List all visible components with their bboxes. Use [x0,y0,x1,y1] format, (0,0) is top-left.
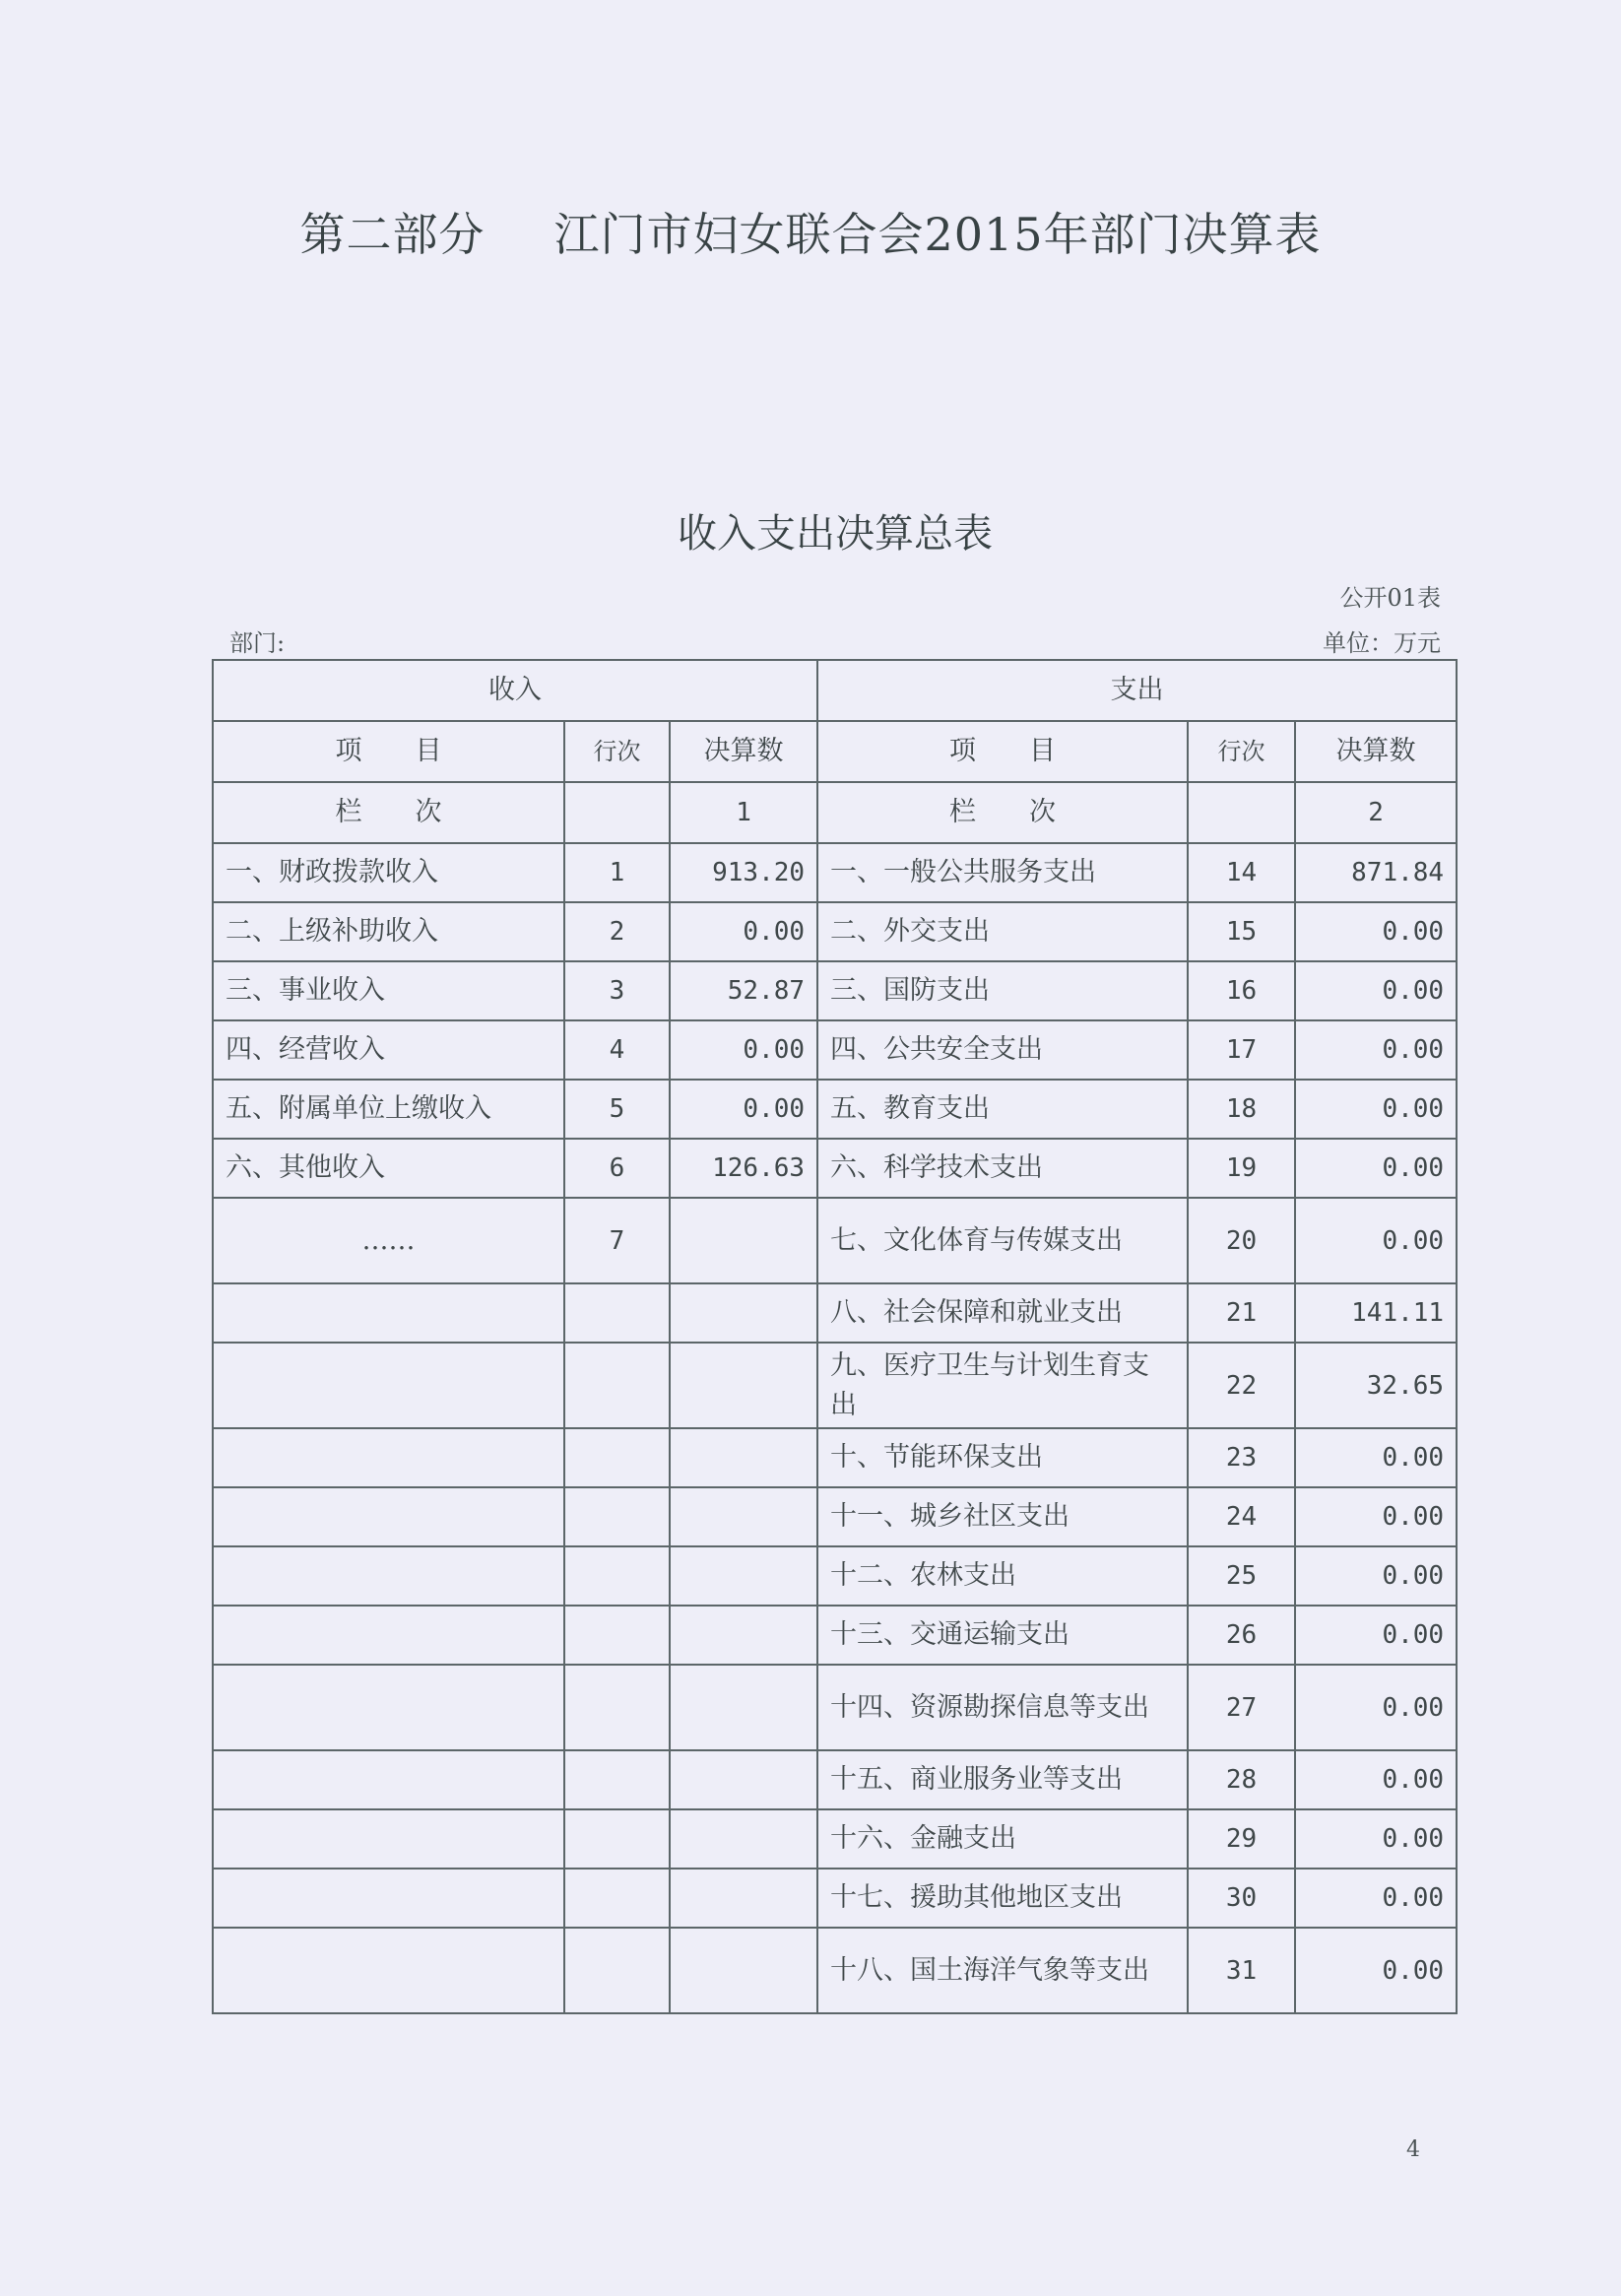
expense-item-cell: 九、医疗卫生与计划生育支出 [817,1343,1188,1428]
expense-amount-cell: 0.00 [1295,1428,1457,1487]
expense-item-cell: 十八、国土海洋气象等支出 [817,1928,1188,2013]
income-index-label: 栏 次 [213,782,564,843]
income-amount-cell: 126.63 [670,1139,817,1198]
income-item-cell: 四、经营收入 [213,1020,564,1080]
expense-line-cell: 29 [1188,1809,1295,1869]
column-index-row [213,782,1457,843]
expense-line-cell: 17 [1188,1020,1295,1080]
income-amount-cell [670,1428,817,1487]
expense-item-cell: 三、国防支出 [817,961,1188,1020]
expense-line-cell: 30 [1188,1869,1295,1928]
income-amount-cell [670,1283,817,1343]
income-item-cell [213,1606,564,1665]
income-amount-cell: 52.87 [670,961,817,1020]
expense-amount-cell: 0.00 [1295,1020,1457,1080]
expense-item-cell: 十三、交通运输支出 [817,1606,1188,1665]
table-row [213,1869,1457,1928]
income-line-cell: 1 [564,843,670,902]
expense-line-cell: 27 [1188,1665,1295,1750]
expense-item-cell: 八、社会保障和就业支出 [817,1283,1188,1343]
form-code: 公开01表 [1339,584,1441,612]
income-amount-cell: 0.00 [670,902,817,961]
income-item-header: 项 目 [213,721,564,782]
income-amount-cell [670,1546,817,1606]
income-index-value: 1 [670,782,817,843]
table-row [213,1139,1457,1198]
income-index-blank [564,782,670,843]
income-line-cell: 5 [564,1080,670,1139]
expense-line-cell: 19 [1188,1139,1295,1198]
income-line-cell: 7 [564,1198,670,1283]
page-number: 4 [1406,2137,1420,2162]
table-row [213,902,1457,961]
table-row [213,1020,1457,1080]
table-row [213,1606,1457,1665]
table-row [213,1750,1457,1809]
income-item-cell [213,1750,564,1809]
table-row [213,1080,1457,1139]
expense-line-cell: 21 [1188,1283,1295,1343]
column-header-row [213,721,1457,782]
income-amount-cell [670,1869,817,1928]
expense-amount-cell: 0.00 [1295,1928,1457,2013]
expense-amount-cell: 0.00 [1295,1487,1457,1546]
income-amount-header: 决算数 [670,721,817,782]
income-line-cell: 6 [564,1139,670,1198]
table-row [213,1928,1457,2013]
income-line-cell [564,1869,670,1928]
table-row [213,1283,1457,1343]
table-row [213,1198,1457,1283]
income-amount-cell [670,1487,817,1546]
expense-item-cell: 十五、商业服务业等支出 [817,1750,1188,1809]
expense-line-cell: 22 [1188,1343,1295,1428]
expense-amount-cell: 32.65 [1295,1343,1457,1428]
income-item-cell: 二、上级补助收入 [213,902,564,961]
income-header: 收入 [213,660,817,721]
income-line-cell [564,1665,670,1750]
expense-line-cell: 20 [1188,1198,1295,1283]
expense-index-value: 2 [1295,782,1457,843]
income-item-cell: 三、事业收入 [213,961,564,1020]
income-item-cell [213,1428,564,1487]
income-amount-cell [670,1343,817,1428]
income-line-cell [564,1750,670,1809]
expense-amount-cell: 0.00 [1295,1139,1457,1198]
document-title: 江门市妇女联合会2015年部门决算表 [553,208,1322,261]
expense-line-cell: 15 [1188,902,1295,961]
expense-line-cell: 23 [1188,1428,1295,1487]
page-title [0,199,1621,264]
expense-amount-cell: 0.00 [1295,1665,1457,1750]
expense-amount-cell: 0.00 [1295,902,1457,961]
unit-label: 单位：万元 [1323,629,1441,657]
income-item-cell [213,1869,564,1928]
income-amount-cell [670,1198,817,1283]
expense-amount-header: 决算数 [1295,721,1457,782]
expense-item-cell: 十、节能环保支出 [817,1428,1188,1487]
income-item-cell [213,1665,564,1750]
expense-item-header: 项 目 [817,721,1188,782]
income-line-cell [564,1283,670,1343]
income-line-cell: 2 [564,902,670,961]
income-item-cell: …… [213,1198,564,1283]
income-amount-cell: 0.00 [670,1020,817,1080]
expense-line-cell: 25 [1188,1546,1295,1606]
income-item-cell [213,1343,564,1428]
table-row [213,961,1457,1020]
expense-item-cell: 六、科学技术支出 [817,1139,1188,1198]
expense-item-cell: 一、一般公共服务支出 [817,843,1188,902]
income-item-cell [213,1809,564,1869]
income-line-cell [564,1928,670,2013]
income-line-cell [564,1428,670,1487]
table-title: 收入支出决算总表 [678,511,993,557]
expense-amount-cell: 0.00 [1295,1809,1457,1869]
expense-amount-cell: 0.00 [1295,1546,1457,1606]
income-item-cell [213,1283,564,1343]
income-amount-cell [670,1809,817,1869]
expense-line-cell: 14 [1188,843,1295,902]
income-line-cell [564,1606,670,1665]
expense-amount-cell: 0.00 [1295,961,1457,1020]
income-expense-summary-table [212,659,1458,2014]
income-line-cell: 3 [564,961,670,1020]
table-row [213,1546,1457,1606]
income-amount-cell: 913.20 [670,843,817,902]
expense-line-cell: 28 [1188,1750,1295,1809]
income-item-cell [213,1487,564,1546]
section-header-row [213,660,1457,721]
income-line-cell [564,1487,670,1546]
income-item-cell: 六、其他收入 [213,1139,564,1198]
expense-index-blank [1188,782,1295,843]
expense-item-cell: 十一、城乡社区支出 [817,1487,1188,1546]
table-row [213,1809,1457,1869]
income-amount-cell: 0.00 [670,1080,817,1139]
expense-line-cell: 16 [1188,961,1295,1020]
expense-item-cell: 五、教育支出 [817,1080,1188,1139]
income-amount-cell [670,1665,817,1750]
expense-amount-cell: 0.00 [1295,1869,1457,1928]
expense-line-cell: 26 [1188,1606,1295,1665]
income-line-cell [564,1343,670,1428]
expense-line-header: 行次 [1188,721,1295,782]
table-row [213,843,1457,902]
table-row [213,1343,1457,1428]
expense-amount-cell: 0.00 [1295,1750,1457,1809]
income-amount-cell [670,1928,817,2013]
income-item-cell [213,1546,564,1606]
expense-item-cell: 十四、资源勘探信息等支出 [817,1665,1188,1750]
expense-item-cell: 十七、援助其他地区支出 [817,1869,1188,1928]
table-row [213,1487,1457,1546]
expense-amount-cell: 871.84 [1295,843,1457,902]
expense-item-cell: 二、外交支出 [817,902,1188,961]
income-line-cell [564,1809,670,1869]
expense-item-cell: 七、文化体育与传媒支出 [817,1198,1188,1283]
expense-line-cell: 31 [1188,1928,1295,2013]
income-amount-cell [670,1606,817,1665]
expense-header: 支出 [817,660,1457,721]
table-row [213,1428,1457,1487]
expense-amount-cell: 141.11 [1295,1283,1457,1343]
expense-item-cell: 四、公共安全支出 [817,1020,1188,1080]
expense-amount-cell: 0.00 [1295,1080,1457,1139]
department-label: 部门: [229,629,286,657]
expense-amount-cell: 0.00 [1295,1606,1457,1665]
income-item-cell [213,1928,564,2013]
expense-item-cell: 十二、农林支出 [817,1546,1188,1606]
expense-item-cell: 十六、金融支出 [817,1809,1188,1869]
income-amount-cell [670,1750,817,1809]
table-row [213,1665,1457,1750]
income-line-header: 行次 [564,721,670,782]
expense-amount-cell: 0.00 [1295,1198,1457,1283]
expense-line-cell: 24 [1188,1487,1295,1546]
income-line-cell [564,1546,670,1606]
expense-line-cell: 18 [1188,1080,1295,1139]
income-item-cell: 一、财政拨款收入 [213,843,564,902]
income-line-cell: 4 [564,1020,670,1080]
expense-index-label: 栏 次 [817,782,1188,843]
income-item-cell: 五、附属单位上缴收入 [213,1080,564,1139]
part-label: 第二部分 [299,208,486,261]
